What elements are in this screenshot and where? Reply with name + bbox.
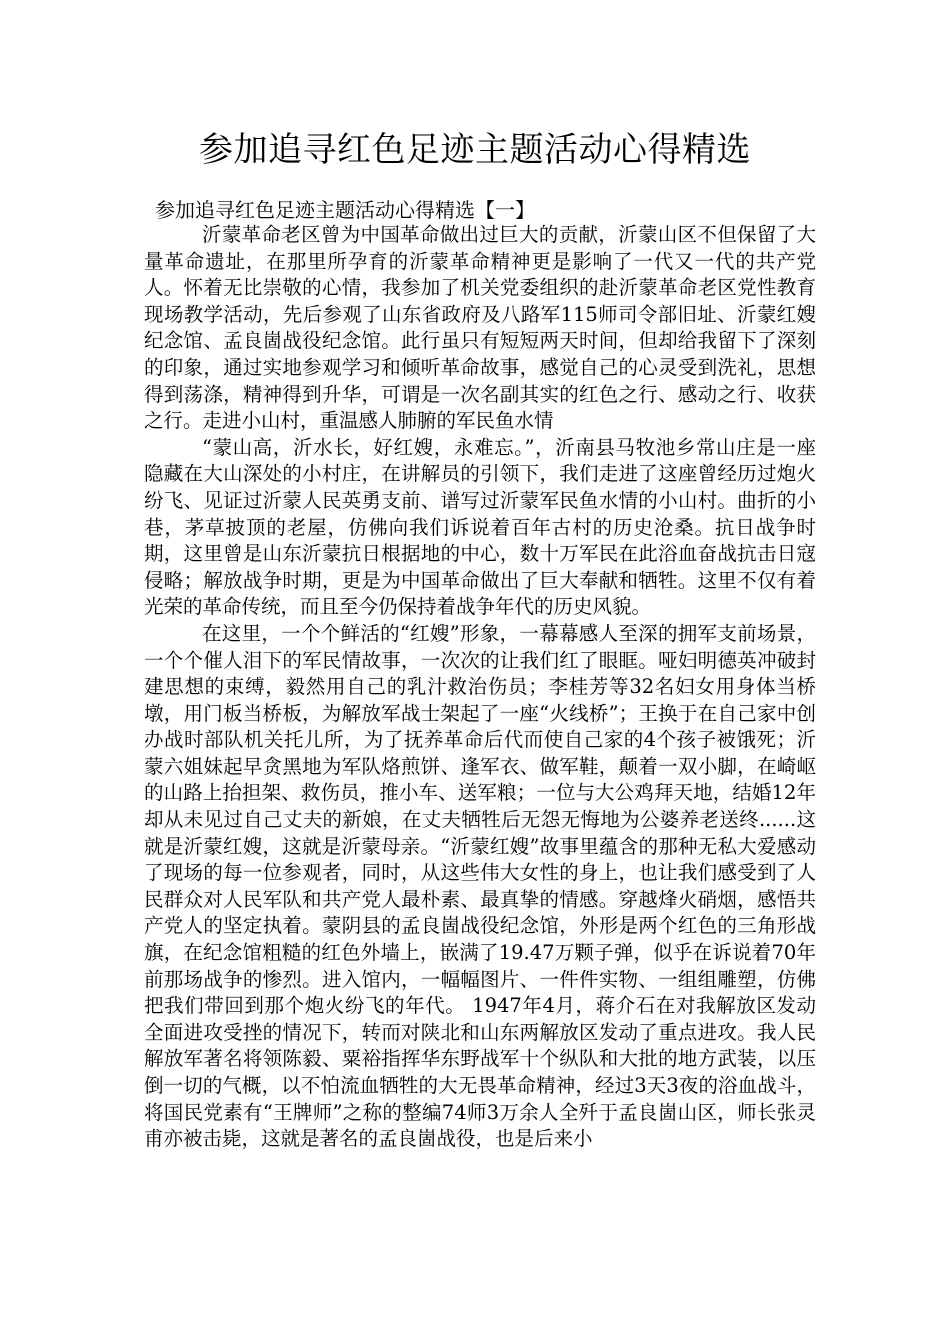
body-paragraph-1: 沂蒙革命老区曾为中国革命做出过巨大的贡献，沂蒙山区不但保留了大量革命遗址，在那里所孕育的沂蒙革命精神更是影响了一代又一代的共产党人。怀着无比崇敬的心情，我参加了机关党委组织的赴沂蒙革命老区党性教育现场教学活动，先后参观了山东省政府及八路军115师司令部旧址、沂蒙红嫂纪念馆、孟良崮战役纪念馆。此行虽只有短短两天时间，但却给我留下了深刻的印象，通过实地参观学习和倾听革命故事，感觉自己的心灵受到洗礼，思想得到荡涤，精神得到升华，可谓是一次名副其实的红色之行、感动之行、收获之行。走进小山村，重温感人肺腑的军民鱼水情	[144, 223, 816, 433]
document-title: 参加追寻红色足迹主题活动心得精选	[199, 130, 751, 170]
section-heading: 参加追寻红色足迹主题活动心得精选【一】	[155, 198, 535, 222]
document-body	[144, 222, 816, 1153]
body-paragraph-2: “蒙山高，沂水长，好红嫂，永难忘。”，沂南县马牧池乡常山庄是一座隐藏在大山深处的小村庄，在讲解员的引领下，我们走进了这座曾经历过炮火纷飞、见证过沂蒙人民英勇支前、谱写过沂蒙军民鱼水情的小山村。曲折的小巷，茅草披顶的老屋，仿佛向我们诉说着百年古村的历史沧桑。抗日战争时期，这里曾是山东沂蒙抗日根据地的中心，数十万军民在此浴血奋战抗击日寇侵略；解放战争时期，更是为中国革命做出了巨大奉献和牺牲。这里不仅有着光荣的革命传统，而且至今仍保持着战争年代的历史风貌。	[144, 435, 816, 619]
body-paragraph-3: 在这里，一个个鲜活的“红嫂”形象，一幕幕感人至深的拥军支前场景，一个个催人泪下的军民情故事，一次次的让我们红了眼眶。哑妇明德英冲破封建思想的束缚，毅然用自己的乳汁救治伤员；李桂芳等32名妇女用身体当桥墩，用门板当桥板，为解放军战士架起了一座“火线桥”；王换于在自己家中创办战时部队机关托儿所，为了抚养革命后代而使自己家的4个孩子被饿死；沂蒙六姐妹起早贪黑地为军队烙煎饼、逢军衣、做军鞋，颠着一双小脚，在崎岖的山路上抬担架、救伤员，推小车、送军粮；一位与大公鸡拜天地，结婚12年却从未见过自己丈夫的新娘，在丈夫牺牲后无怨无悔地为公婆养老送终......这就是沂蒙红嫂，这就是沂蒙母亲。“沂蒙红嫂”故事里蕴含的那种无私大爱感动了现场的每一位参观者，同时，从这些伟大女性的身上，也让我们感受到了人民群众对人民军队和共产党人最朴素、最真挚的情感。穿越烽火硝烟，感悟共产党人的坚定执着。蒙阴县的孟良崮战役纪念馆，外形是两个红色的三角形战旗，在纪念馆粗糙的红色外墙上，嵌满了19.47万颗子弹，似乎在诉说着70年前那场战争的惨烈。进入馆内，一幅幅图片、一件件实物、一组组雕塑，仿佛把我们带回到那个炮火纷飞的年代。 1947年4月，蒋介石在对我解放区发动全面进攻受挫的情况下，转而对陕北和山东两解放区发动了重点进攻。我人民解放军著名将领陈毅、粟裕指挥华东野战军十个纵队和大批的地方武装，以压倒一切的气概，以不怕流血牺牲的大无畏革命精神，经过3天3夜的浴血战斗，将国民党素有“王牌师”之称的整编74师3万余人全歼于孟良崮山区，师长张灵甫亦被击毙，这就是著名的孟良崮战役，也是后来小	[144, 621, 816, 1151]
